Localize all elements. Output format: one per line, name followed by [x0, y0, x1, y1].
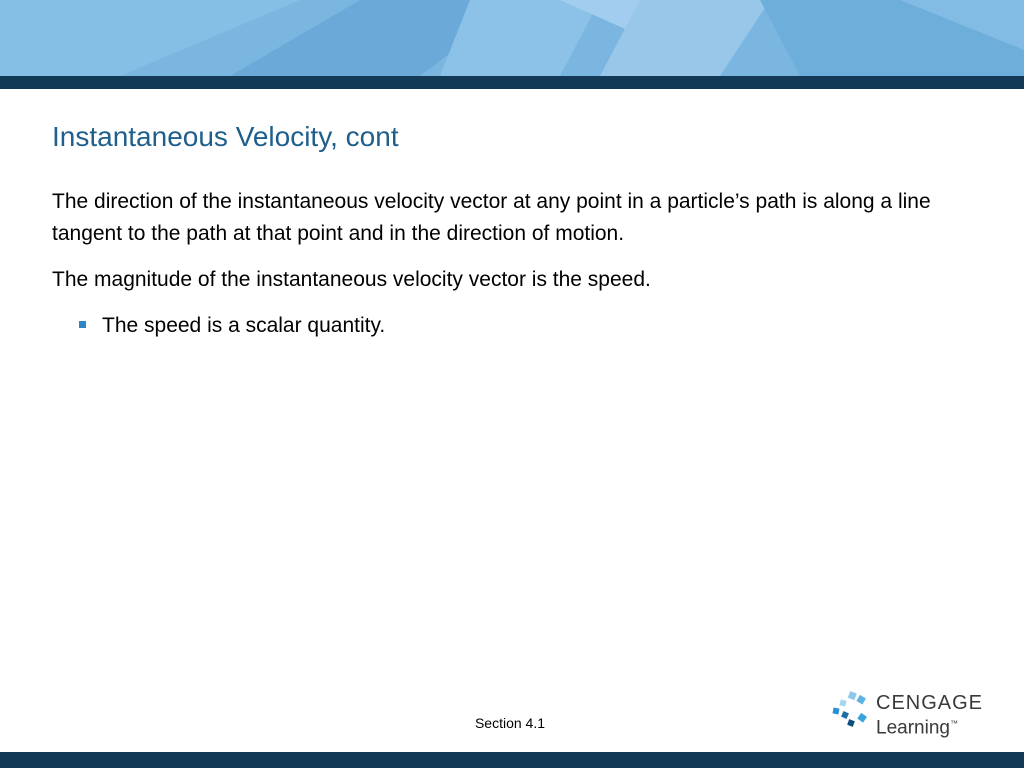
logo-squares-icon [832, 690, 872, 730]
slide-body [52, 186, 982, 342]
logo-subtitle [876, 713, 958, 739]
footer-rule [0, 752, 1024, 768]
square-bullet-icon [79, 321, 86, 328]
bullet-item [79, 310, 982, 342]
logo-subtitle-text: Learning [876, 717, 950, 739]
bullet-text: The speed is a scalar quantity. [102, 314, 386, 337]
header-rule [0, 76, 1024, 89]
paragraph-magnitude: The magnitude of the instantaneous velocity vector is the speed. [52, 268, 651, 291]
slide-title: Instantaneous Velocity, cont [52, 121, 399, 152]
trademark-mark: ™ [949, 719, 958, 728]
banner-graphic [0, 0, 1024, 76]
paragraph-direction: The direction of the instantaneous velocity vector at any point in a particle’s path is along a line tangent to the path at that point and in the direction of motion. [52, 190, 931, 245]
logo-wordmark: CENGAGE [876, 692, 984, 714]
cengage-logo [832, 690, 992, 738]
section-label: Section 4.1 [474, 715, 546, 731]
header-banner [0, 0, 1024, 76]
